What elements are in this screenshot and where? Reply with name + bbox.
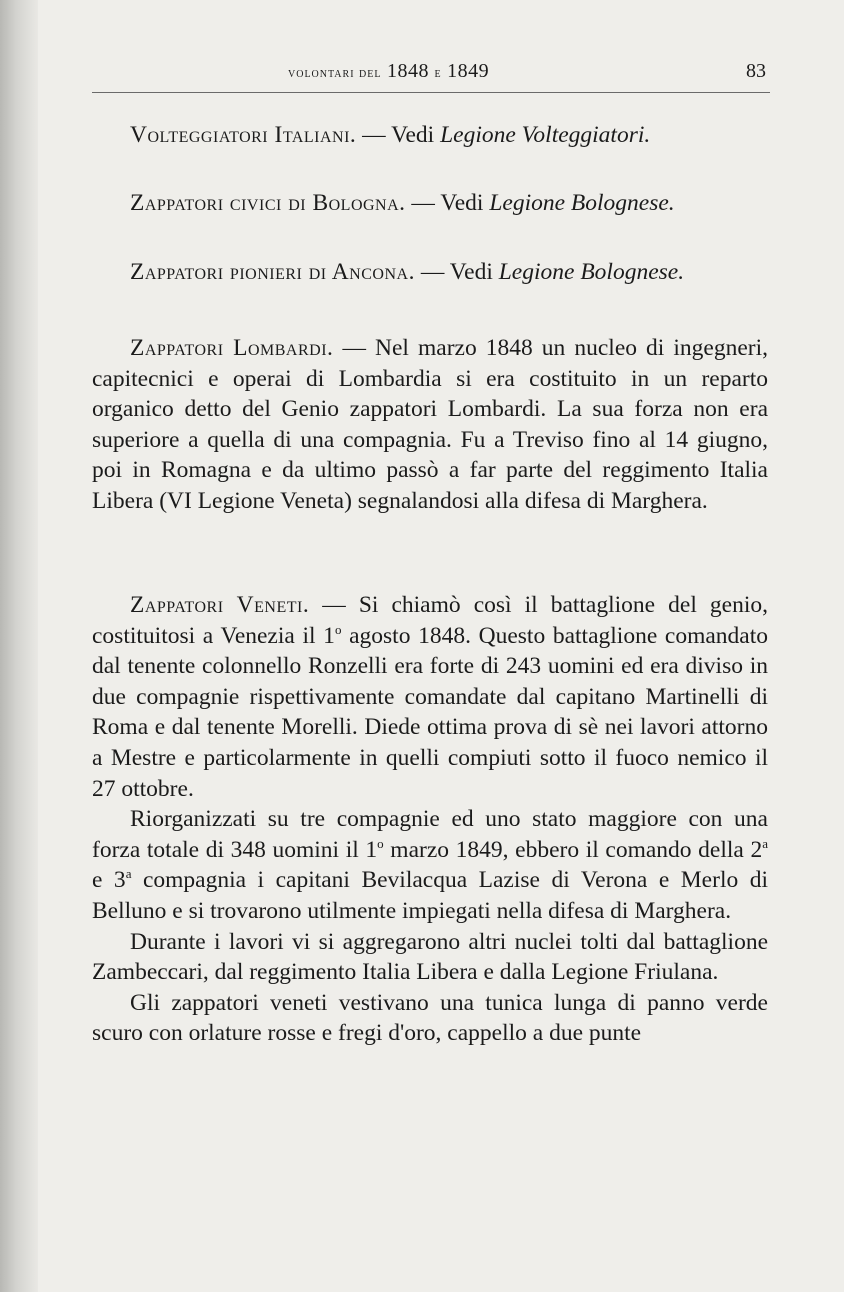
entry-zappatori-lombardi — [92, 333, 768, 517]
paragraph-4: Gli zappatori veneti vestivano una tunica lunga di panno verde scuro con orlature rosse e fregi d'oro, cappello a due punte — [92, 989, 768, 1047]
header-rule — [92, 92, 770, 93]
entry-volteggiatori: Volteggiatori Italiani. — Vedi Legione Volteggiatori. — [130, 122, 651, 148]
paragraph-2: Riorganizzati su tre compagnie ed uno stato maggiore con una forza totale di 348 uomini il 1$^o$ marzo 1849, ebbero il comando della 2$^a$ e 3$^a$ compagnia i capitani Bevilacqua Lazise di Verona e Merlo di Belluno e si trovarono utilmente impiegati nella difesa di Marghera. — [92, 806, 768, 924]
page-number: 83 — [746, 60, 766, 82]
entry-heading: Zappatori civici di Bologna. — [130, 190, 406, 216]
entry-heading: Zappatori pionieri di Ancona. — [130, 259, 415, 285]
running-title: volontari del 1848 e 1849 — [288, 60, 490, 82]
entry-heading: Zappatori Lombardi. — [130, 335, 334, 361]
entry-heading: Volteggiatori Italiani. — [130, 122, 357, 148]
entry-body: — Nel marzo 1848 un nucleo di ingegneri, capitecnici e operai di Lombardia si era costituito in un reparto organico detto del Genio zappatori Lombardi. La sua forza non era superiore a quella di una compagnia. Fu a Treviso fino al 14 giugno, poi in Romagna e da ultimo passò a far parte del reggimento Italia Libera (VI Legione Veneta) segnalandosi alla difesa di Marghera. — [92, 335, 768, 514]
paragraph-1: Zappatori Veneti. — Si chiamò così il battaglione del genio, costituitosi a Venezia il 1$^o$ agosto 1848. Questo battaglione comandato dal tenente colonnello Ronzelli era forte di 243 uomini ed era diviso in due compagnie rispettivamente comandate dal capitano Martinelli di Roma e dal tenente Morelli. Diede ottima prova di sè nei lavori attorno a Mestre e particolarmente in quelli compiuti sotto il fuoco nemico il 27 ottobre. — [92, 592, 769, 802]
running-head — [92, 56, 770, 86]
entry-zappatori-ancona: Zappatori pionieri di Ancona. — Vedi Legione Bolognese. — [130, 259, 685, 285]
page-gutter-shadow — [0, 0, 38, 1292]
paragraph-3: Durante i lavori vi si aggregarono altri nuclei tolti dal battaglione Zambeccari, dal reggimento Italia Libera e dalla Legione Friulana. — [92, 928, 768, 986]
entry-zappatori-veneti — [92, 590, 768, 1049]
entry-heading: Zappatori Veneti. — [130, 592, 310, 618]
cross-reference: Legione Volteggiatori. — [440, 122, 651, 148]
cross-reference: Legione Bolognese. — [498, 259, 685, 285]
cross-reference: Legione Bolognese. — [489, 190, 675, 216]
entry-zappatori-bologna: Zappatori civici di Bologna. — Vedi Legione Bolognese. — [130, 190, 675, 216]
